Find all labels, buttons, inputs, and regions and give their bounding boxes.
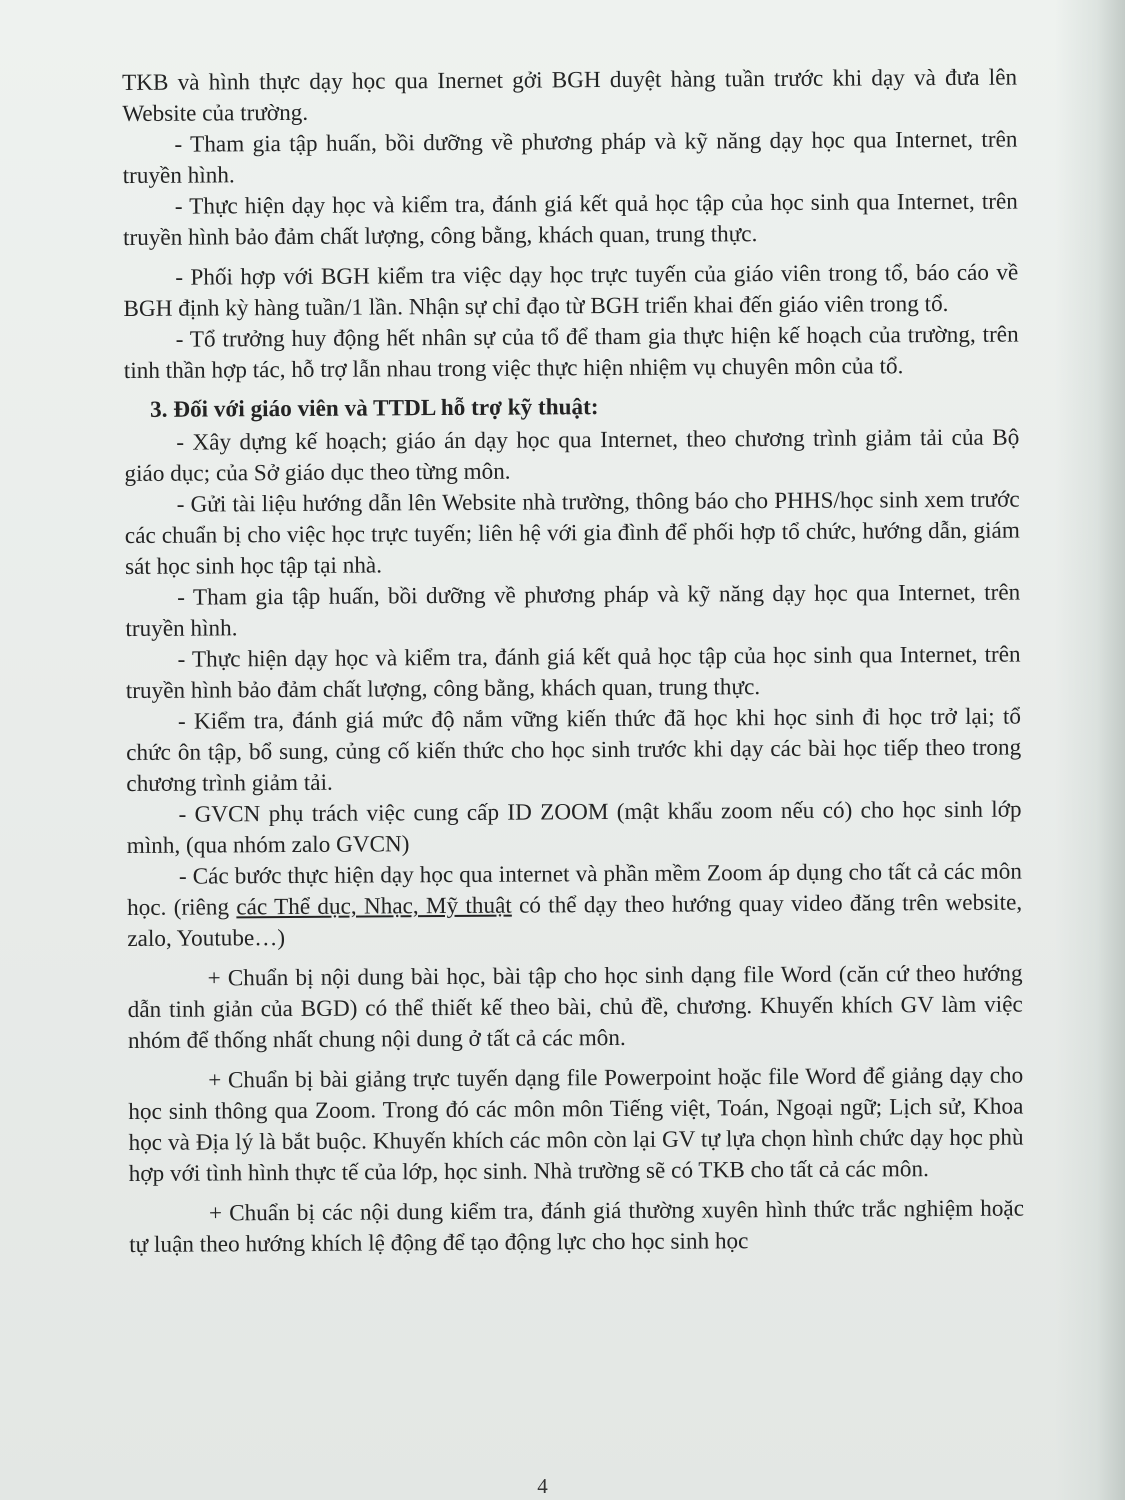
- section-heading: 3. Đối với giáo viên và TTDL hỗ trợ kỹ thuật:: [150, 394, 599, 423]
- steps-text-start: - Các bước thực hiện dạy học qua internet và phần mềm Zoom áp dụng cho tất cả các môn học. (riêng: [127, 858, 1023, 921]
- paragraph-steps: [127, 857, 1023, 955]
- paragraph-lesson-plan: - Xây dựng kế hoạch; giáo án dạy học qua Internet, theo chương trình giảm tải của Bộ giáo dục; của Sở giáo dục theo từng môn.: [124, 424, 1020, 487]
- paragraph-word-content: + Chuẩn bị nội dung bài học, bài tập cho học sinh dạng file Word (căn cứ theo hướng dẫn tinh giản của BGD) có thể thiết kế theo bài, chủ đề, chương. Khuyến khích GV làm việc nhóm để thống nhất chung nội dung ở tất cả các môn.: [127, 960, 1023, 1054]
- steps-text-end: có thể dạy theo hướng quay video đăng trên website, zalo, Youtube…): [127, 889, 1023, 952]
- document-body: [122, 63, 1024, 1261]
- paragraph-teaching-assessment-2: - Thực hiện dạy học và kiểm tra, đánh giá kết quả học tập của học sinh qua Internet, trên truyền hình bảo đảm chất lượng, công bằng, khách quan, trung thực.: [125, 641, 1021, 704]
- page-edge-shadow: [1055, 0, 1125, 1500]
- paragraph-coordination: - Phối hợp với BGH kiểm tra việc dạy học trực tuyến của giáo viên trong tổ, báo cáo về BGH định kỳ hàng tuần/1 lần. Nhận sự chỉ đạo từ BGH triển khai đến giáo viên trong tổ.: [123, 259, 1019, 322]
- paragraph-zoom-id: - GVCN phụ trách việc cung cấp ID ZOOM (mật khẩu zoom nếu có) cho học sinh lớp mình, (qua nhóm zalo GVCN): [126, 796, 1022, 859]
- paragraph-training: - Tham gia tập huấn, bồi dưỡng về phương pháp và kỹ năng dạy học qua Internet, trên truyền hình.: [122, 126, 1018, 189]
- paragraph-tkb: TKB và hình thực dạy học qua Inernet gởi BGH duyệt hàng tuần trước khi dạy và đưa lên Website của trường.: [122, 64, 1018, 127]
- paragraph-send-documents: - Gửi tài liệu hướng dẫn lên Website nhà trường, thông báo cho PHHS/học sinh xem trước các chuẩn bị cho việc học trực tuyến; liên hệ với gia đình để phối hợp tổ chức, hướng dẫn, giám sát học sinh học tập tại nhà.: [124, 486, 1020, 580]
- paragraph-powerpoint: + Chuẩn bị bài giảng trực tuyến dạng file Powerpoint hoặc file Word để giảng dạy cho học sinh thông qua Zoom. Trong đó các môn môn Tiếng việt, Toán, Ngoại ngữ; Lịch sử, Khoa học và Địa lý là bắt buộc. Khuyến khích các môn còn lại GV tự lựa chọn hình chức dạy học phù hợp với tình hình thực tế của lớp, học sinh. Nhà trường sẽ có TKB cho tất cả các môn.: [128, 1062, 1024, 1187]
- paragraph-training-2: - Tham gia tập huấn, bồi dưỡng về phương pháp và kỹ năng dạy học qua Internet, trên truyền hình.: [125, 579, 1021, 642]
- page-number: 4: [537, 1474, 548, 1498]
- paragraph-knowledge-check: - Kiểm tra, đánh giá mức độ nắm vững kiến thức đã học khi học sinh đi học trở lại; tổ chức ôn tập, bổ sung, củng cố kiến thức cho học sinh trước khi dạy các bài học tiếp theo trong chương trình giảm tải.: [126, 703, 1022, 797]
- paragraph-group-leader: - Tổ trưởng huy động hết nhân sự của tổ để tham gia thực hiện kế hoạch của trường, trên tinh thần hợp tác, hỗ trợ lẫn nhau trong việc thực hiện nhiệm vụ chuyên môn của tổ.: [123, 321, 1019, 384]
- paragraph-teaching-assessment: - Thực hiện dạy học và kiểm tra, đánh giá kết quả học tập của học sinh qua Internet, trên truyền hình bảo đảm chất lượng, công bằng, khách quan, trung thực.: [122, 188, 1018, 251]
- paragraph-assessment-content: + Chuẩn bị các nội dung kiểm tra, đánh giá thường xuyên hình thức trắc nghiệm hoặc tự luận theo hướng khích lệ động để tạo động lực cho học sinh học: [129, 1195, 1025, 1258]
- steps-underlined-subjects: các Thể dục, Nhạc, Mỹ thuật: [236, 892, 512, 921]
